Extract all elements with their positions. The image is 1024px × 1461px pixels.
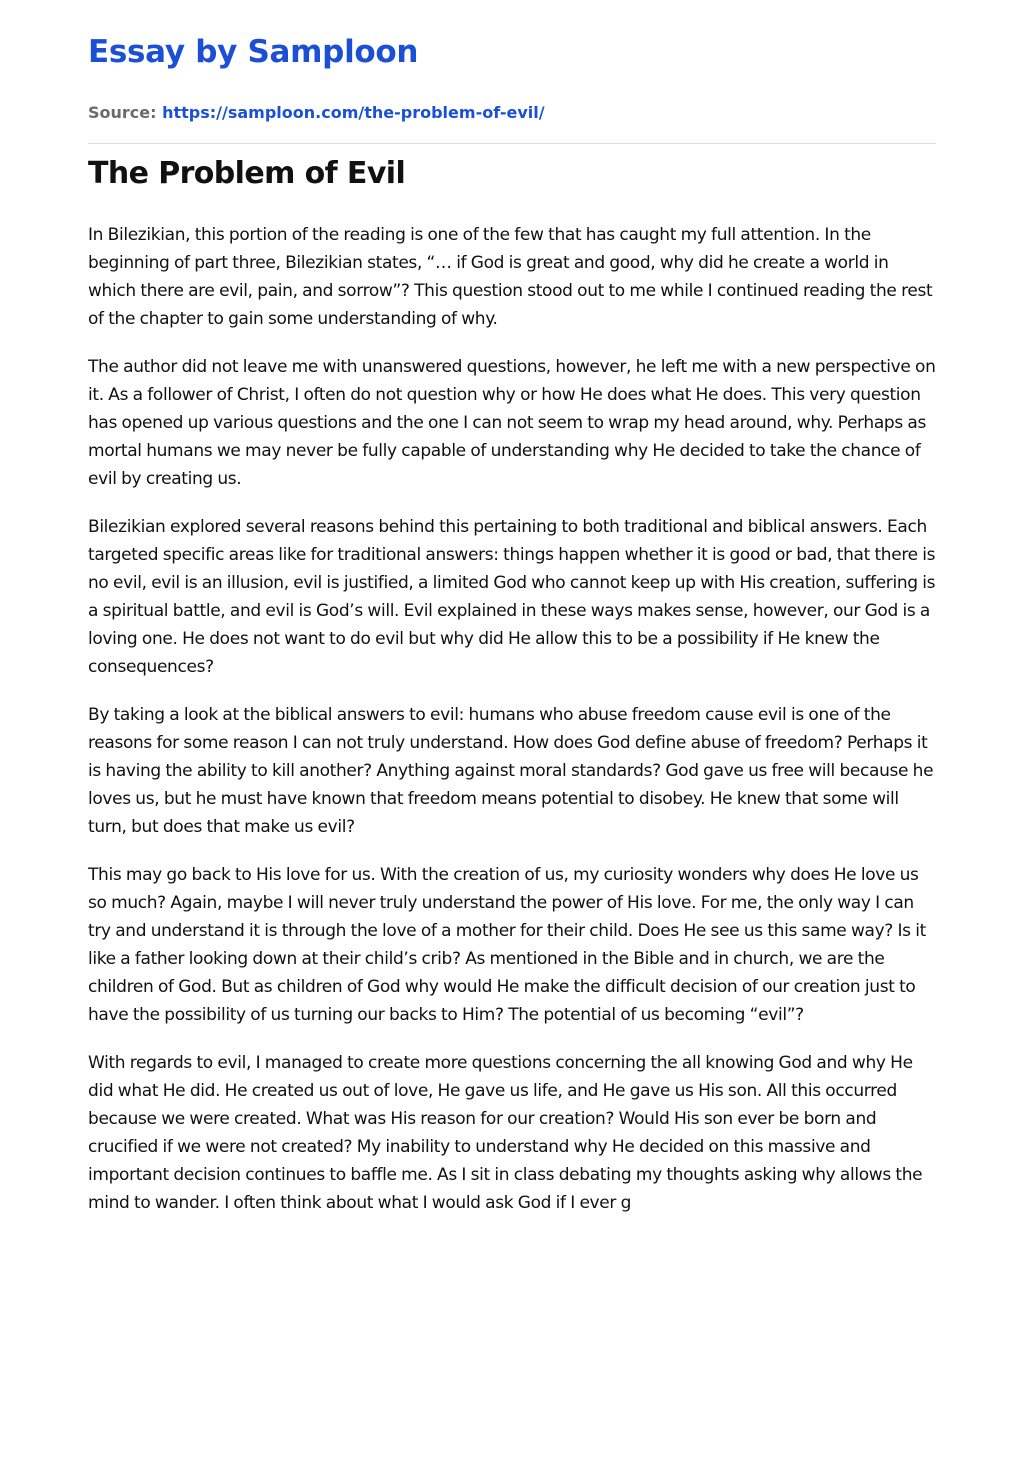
brand-title: Essay by Samploon — [88, 34, 419, 70]
essay-paragraph: This may go back to His love for us. With the creation of us, my curiosity wonders why does He love us so much? Again, maybe I will never truly understand the power of His love. For me, the only way I can try and understand it is through the love of a mother for their child. Does He see us this same way? Is it like a father looking down at their child’s crib? As mentioned in the Bible and in church, we are the children of God. But as children of God why would He make the difficult decision of our creation just to have the possibility of us turning our backs to Him? The potential of us becoming “evil”? — [88, 865, 926, 1025]
essay-paragraph: The author did not leave me with unanswered questions, however, he left me with a new perspective on it. As a follower of Christ, I often do not question why or how He does what He does. This very question has opened up various questions and the one I can not seem to wrap my head around, why. Perhaps as mortal humans we may never be fully capable of understanding why He decided to take the chance of evil by creating us. — [88, 357, 936, 489]
essay-title: The Problem of Evil — [88, 156, 406, 191]
source-label: Source: — [88, 103, 157, 122]
source-line — [88, 103, 545, 122]
essay-body — [88, 221, 936, 1237]
header-divider — [88, 143, 936, 144]
essay-paragraph-truncated: With regards to evil, I managed to create more questions concerning the all knowing God and why He did what He did. He created us out of love, He gave us life, and He gave us His son. All this occurred because we were created. What was His reason for our creation? Would His son ever be born and crucified if we were not created? My inability to understand why He decided on this massive and important decision continues to baffle me. As I sit in class debating my thoughts asking why allows the mind to wander. I often think about what I would ask God if I ever g — [88, 1053, 923, 1213]
essay-paragraph: In Bilezikian, this portion of the reading is one of the few that has caught my full attention. In the beginning of part three, Bilezikian states, “… if God is great and good, why did he create a world in which there are evil, pain, and sorrow”? This question stood out to me while I continued reading the rest of the chapter to gain some understanding of why. — [88, 225, 933, 329]
essay-paragraph: By taking a look at the biblical answers to evil: humans who abuse freedom cause evil is one of the reasons for some reason I can not truly understand. How does God define abuse of freedom? Perhaps it is having the ability to kill another? Anything against moral standards? God gave us free will because he loves us, but he must have known that freedom means potential to disobey. He knew that some will turn, but does that make us evil? — [88, 705, 934, 837]
essay-paragraph: Bilezikian explored several reasons behind this pertaining to both traditional and biblical answers. Each targeted specific areas like for traditional answers: things happen whether it is good or bad, that there is no evil, evil is an illusion, evil is justified, a limited God who cannot keep up with His creation, suffering is a spiritual battle, and evil is God’s will. Evil explained in these ways makes sense, however, our God is a loving one. He does not want to do evil but why did He allow this to be a possibility if He knew the consequences? — [88, 517, 936, 677]
source-link[interactable]: https://samploon.com/the-problem-of-evil/ — [162, 103, 545, 122]
